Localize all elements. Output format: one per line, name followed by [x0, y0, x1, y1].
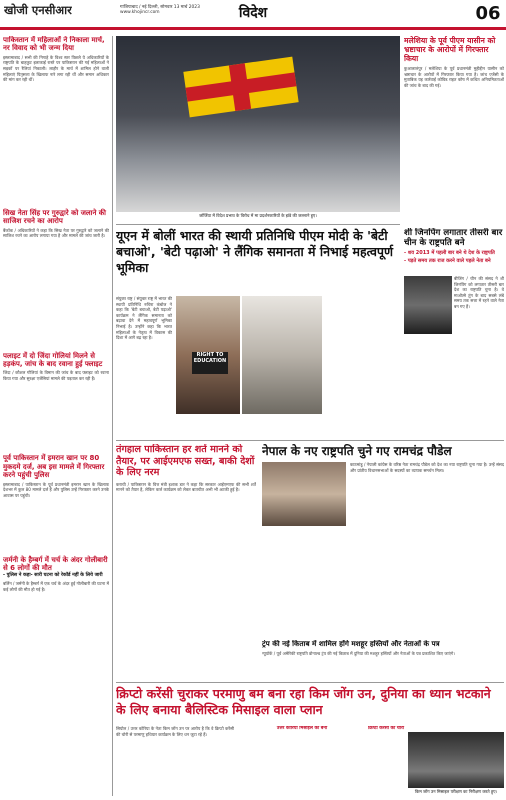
section-title: विदेश	[238, 5, 268, 21]
paudel-photo	[262, 462, 346, 526]
story-sikh-body: बैंकॉक / अधिकारियों ने कहा कि सिख नेता पर गुरुद्वारे को जलाने की साजिश रचने का आरोप लगाया गया है और मामले की जांच जारी है।	[3, 227, 109, 239]
kim-headline: क्रिप्टो करेंसी चुराकर परमाणु बम बना रहा किम जोंग उन, दुनिया का ध्यान भटकाने के लिए बनाया बैलिस्टिक मिसाइल वाला प्लान	[116, 686, 491, 717]
story-imran-headline: पूर्व पाकिस्तान में इमरान खान पर 80 मुकदमे दर्ज, अब इस मामले में गिरफ्तार करने पहुंची पुलिस	[3, 454, 105, 480]
dateline-web: www.khojincr.com	[120, 10, 160, 15]
xi-sub2: - पड़ते समय तक राज करने वाले पहले नेता बने	[404, 257, 491, 264]
story-imran-body: इस्लामाबाद / पाकिस्तान के पूर्व प्रधानमंत्री इमरान खान के खिलाफ देशभर में कुल 80 मामले दर्ज हैं और पुलिस उन्हें गिरफ्तार करने उनके आवास पर पहुंची।	[3, 481, 109, 498]
georgia-protest-photo	[116, 36, 400, 212]
story-flight-headline: पलाइट में दो जिंदा गोलियां मिलने से हड़कंप, जांच के बाद रवाना हुई फ्लाइट	[3, 351, 103, 369]
malaysia-headline: मलेशिया के पूर्व पीएम यासीन को भ्रष्टाचार के आरोपों में गिरफ्तार किया	[404, 36, 496, 63]
story-hamburg-body: बर्लिन / जर्मनी के हैम्बर्ग में एक चर्च के अंदर हुई गोलीबारी की घटना में कई लोगों की मौत हो गई है।	[3, 581, 109, 593]
pakistan-imf-body: कराची / पाकिस्तान के वित्त मंत्री इशाक डार ने कहा कि सरकार आईएमएफ की सभी शर्तें मानने को तैयार है, लेकिन कर्ज कार्यक्रम को लेकर बातचीत अभी भी अटकी हुई है।	[116, 481, 256, 493]
xi-headline: शी जिनपिंग लगातार तीसरी बार चीन के राष्ट्रपति बने	[404, 228, 503, 249]
nepal-body: काठमांडू / नेपाली कांग्रेस के वरिष्ठ नेता रामचंद्र पौडेल को देश का नया राष्ट्रपति चुना गया है। उन्हें संसद और प्रांतीय विधानसभाओं के सदस्यों का व्यापक समर्थन मिला।	[350, 462, 504, 473]
story-hamburg-sub: - पुलिस ने कहा- सारी घटना को रेकॉर्ड नहीं के लिये जारी	[3, 573, 103, 579]
divider-mid	[116, 440, 504, 441]
left-column	[3, 36, 109, 796]
kim-body: सियोल / उत्तर कोरिया के नेता किम जोंग उन पर आरोप है कि वे क्रिप्टो करेंसी की चोरी से परमाणु हथियार कार्यक्रम के लिए धन जुटा रहे हैं।	[116, 726, 234, 737]
pakistan-imf-story	[116, 444, 256, 644]
trump-headline: ट्रंप की नई किताब में शामिल होंगे मशहूर हस्तियों और नेताओं के पत्र	[262, 640, 440, 648]
story-flight-body: जिंदा / कौशल गोलियां के विमान की जांच के बाद फ्लाइट को रवाना किया गया और सुरक्षा एजेंसियां मामले की पड़ताल कर रही हैं।	[3, 370, 109, 382]
masthead	[0, 0, 506, 30]
story-hamburg-headline: जर्मनी के हैम्बर्ग में चर्च के अंदर गोलीबारी से 6 लोगों की मौत	[3, 555, 108, 573]
kim-photo-caption: किम जोंग उन मिसाइल परीक्षण का निरीक्षण करते हुए।	[414, 789, 498, 794]
divider-under-photo	[116, 224, 400, 225]
pakistan-imf-headline: तंगहाल पाकिस्तान हर शर्त मानने को तैयार, पर आईएमएफ सख्त, बाकी देशों के लिए नरम	[116, 444, 255, 479]
girl-education-photo	[176, 296, 240, 414]
kim-mid-subhead: उत्तर कोरिया मिसाइल को बना	[276, 726, 328, 731]
kim-middle-column	[238, 726, 366, 796]
flag-graphic	[183, 57, 298, 118]
kim-photo	[408, 732, 504, 788]
trump-story	[262, 640, 504, 680]
xi-sub1: - शव 2013 में पहली बार बने थे देश के राष्ट्रपति	[404, 250, 495, 257]
page-number: 06	[470, 0, 506, 28]
xi-body: बीजिंग / चीन की संसद ने शी जिनपिंग को लगातार तीसरी बार देश का राष्ट्रपति चुना है। वे माओत्से तुंग के बाद सबसे लंबे समय तक सत्ता में रहने वाले नेता बन गए हैं।	[454, 276, 504, 309]
nepal-headline: नेपाल के नए राष्ट्रपति चुने गए रामचंद्र पौडेल	[262, 444, 452, 458]
education-placard: RIGHT TO EDUCATION	[192, 352, 228, 374]
story-pak-women-body: इस्लामाबाद / सभी की निगाहे के विश्व स्तर पिछले ये अधिकारियों के राष्ट्रपति के बाहकुट इलाकाई रास्ते पर पाकिस्तान की गई महिलाओं ने सड़कों पर रैलियां निकाली। लाहौर के मार्च में शामिल होने वाली महिलाएं पितृसत्ता के खिलाफ नारे लगा रही थीं और समान अधिकार की मांग कर रही थीं।	[3, 54, 109, 83]
story-sikh-headline: सिख नेता सिंह पर गुरुद्वारे को जलाने की साजिश रचने का आरोप	[3, 208, 106, 226]
divider-bottom	[116, 682, 504, 683]
malaysia-body: कुआलालंपुर / मलेशिया के पूर्व प्रधानमंत्री मुहीद्दीन यासीन को भ्रष्टाचार के आरोपों में गिरफ्तार किया गया है। जांच एजेंसी के मुताबिक यह कार्रवाई कोविड राहत कोष में कथित अनियमितताओं की जांच के बाद की गई।	[404, 66, 504, 88]
xi-photo	[404, 276, 452, 334]
kim-mid-body	[238, 733, 366, 793]
column-divider	[112, 36, 113, 796]
un-story-headline: यूएन में बोलीं भारत की स्थायी प्रतिनिधि पीएम मोदी के 'बेटी बचाओ', 'बेटी पढ़ाओ' ने लैंगिक समानता में निभाई महत्वपूर्ण भूमिका	[116, 228, 394, 275]
georgia-photo-caption: जॉर्जिया में विदेश प्रभाव के विरोध में मा प्रदर्शनकारियों के झंडे की जल्लाने हुए।	[199, 213, 317, 218]
story-pak-women-headline: पाकिस्तान में महिलाओं ने निकाला मार्च, नर विवाद को भी जन्म दिया	[3, 36, 105, 53]
trump-body: न्यूयॉर्क / पूर्व अमेरिकी राष्ट्रपति डोनाल्ड ट्रंप की नई किताब में दुनिया की मशहूर हस्तियों और नेताओं के पत्र प्रकाशित किए जाएंगे।	[262, 650, 455, 656]
modi-photo	[242, 296, 322, 414]
dateline	[120, 4, 250, 15]
un-story-body-cont	[326, 296, 400, 414]
kim-right-subhead: क्रिप्टो करेंसी की चोरी	[368, 726, 405, 731]
dateline-date: गाजियाबाद / नई दिल्ली, सोमवार 13 मार्च 2023	[120, 5, 200, 10]
newspaper-logo: खोजी एनसीआर	[4, 3, 72, 17]
un-story-body: संयुक्त राष्ट्र / संयुक्त राष्ट्र में भारत की स्थायी प्रतिनिधि रुचिरा कंबोज ने कहा कि 'बेटी बचाओ, बेटी पढ़ाओ' कार्यक्रम ने लैंगिक समानता को बढ़ावा देने में महत्वपूर्ण भूमिका निभाई है। उन्होंने कहा कि भारत महिलाओं के नेतृत्व में विकास की दिशा में आगे बढ़ रहा है।	[116, 296, 172, 341]
